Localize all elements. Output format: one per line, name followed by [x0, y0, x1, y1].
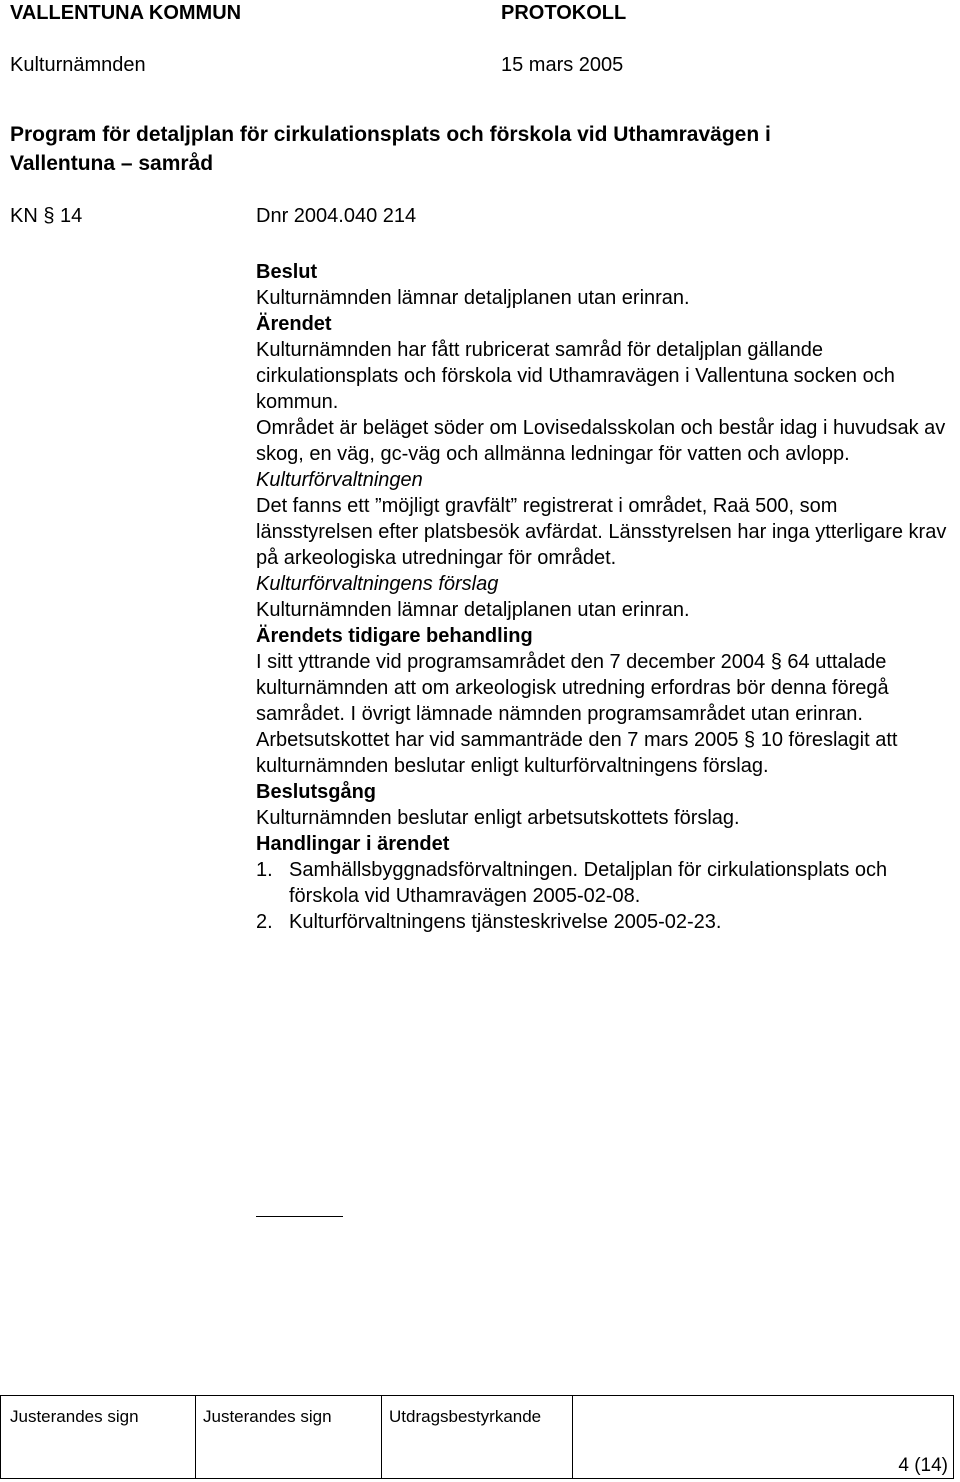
kulturforvaltningen-text: Det fanns ett ”möjligt gravfält” registrerat i området, Raä 500, som länsstyrelsen efter platsbesök avfärdat. Länsstyrelsen har inga ytterligare krav på arkeologiska utredningar för området. [256, 495, 947, 569]
tidigare-behandling-paragraph-2: Arbetsutskottet har vid sammanträde den 7 mars 2005 § 10 föreslagit att kulturnämnden beslutar enligt kulturförvaltningens förslag. [256, 729, 898, 777]
municipality-name: VALLENTUNA KOMMUN [10, 2, 242, 24]
beslut-heading: Beslut [256, 261, 318, 283]
diary-number: Dnr 2004.040 214 [256, 205, 417, 227]
end-rule [256, 1216, 343, 1217]
forslag-text: Kulturnämnden lämnar detaljplanen utan erinran. [256, 599, 690, 621]
arendet-paragraph-1: Kulturnämnden har fått rubricerat samråd för detaljplan gällande cirkulationsplats och förskola vid Uthamravägen i Vallentuna socken och kommun. [256, 339, 895, 413]
committee-name: Kulturnämnden [10, 54, 146, 76]
list-item-text: Samhällsbyggnadsförvaltningen. Detaljplan för cirkulationsplats och förskola vid Uthamravägen 2005-02-08. [289, 859, 888, 907]
document-type: PROTOKOLL [501, 2, 627, 24]
list-item [256, 909, 956, 935]
page-number: 4 (14) [898, 1455, 948, 1476]
signature-label-1: Justerandes sign [10, 1407, 139, 1426]
protocol-body [256, 259, 956, 935]
beslut-text: Kulturnämnden lämnar detaljplanen utan erinran. [256, 287, 690, 309]
arendet-paragraph-2: Området är beläget söder om Lovisedalsskolan och består idag i huvudsak av skog, en väg, gc-väg och allmänna ledningar för vatten och avlopp. [256, 417, 946, 465]
signature-label-2: Justerandes sign [203, 1407, 332, 1426]
beslutsgang-heading: Beslutsgång [256, 781, 377, 803]
tidigare-behandling-heading: Ärendets tidigare behandling [256, 625, 533, 647]
forslag-heading: Kulturförvaltningens förslag [256, 573, 499, 595]
extract-certified-label: Utdragsbestyrkande [389, 1407, 542, 1426]
beslutsgang-text: Kulturnämnden beslutar enligt arbetsutskottets förslag. [256, 807, 740, 829]
document-title-line2: Vallentuna – samråd [10, 152, 214, 175]
handlingar-heading: Handlingar i ärendet [256, 833, 450, 855]
meeting-date: 15 mars 2005 [501, 54, 624, 76]
list-item-text: Kulturförvaltningens tjänsteskrivelse 2005-02-23. [289, 911, 722, 933]
case-number: KN § 14 [10, 205, 83, 227]
signature-divider [381, 1396, 382, 1478]
list-item-number: 1. [256, 859, 273, 881]
arendet-heading: Ärendet [256, 313, 332, 335]
handlingar-list [256, 857, 956, 935]
signature-divider [572, 1396, 573, 1478]
list-item [256, 857, 956, 909]
kulturforvaltningen-heading: Kulturförvaltningen [256, 469, 423, 491]
list-item-number: 2. [256, 911, 273, 933]
signature-divider [195, 1396, 196, 1478]
document-title-line1: Program för detaljplan för cirkulationsplats och förskola vid Uthamravägen i [10, 123, 771, 146]
tidigare-behandling-paragraph-1: I sitt yttrande vid programsamrådet den 7 december 2004 § 64 uttalade kulturnämnden att om arkeologisk utredning erfordras bör denna föregå samrådet. I övrigt lämnade nämnden programsamrådet utan erinran. [256, 651, 889, 725]
